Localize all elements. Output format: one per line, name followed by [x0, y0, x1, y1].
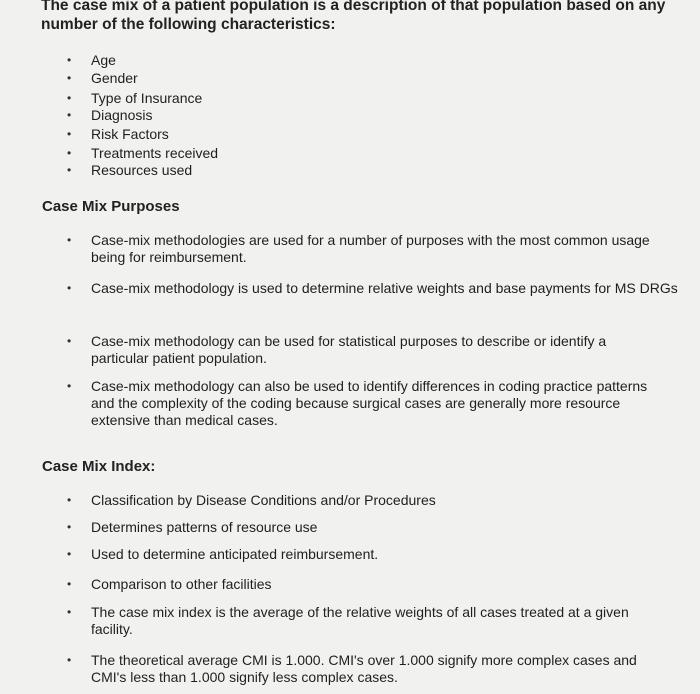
list-item: • Treatments received	[67, 145, 219, 161]
bullet-icon: •	[67, 379, 72, 393]
list-item: • The theoretical average CMI is 1.000. CMI's over 1.000 signify more complex cases and CMI's less than 1.000 signify less complex cases.	[67, 652, 637, 685]
bullet-icon: •	[67, 520, 72, 534]
bullet-icon: •	[67, 91, 72, 105]
list-item: • Age	[67, 52, 116, 68]
list-item: • The case mix index is the average of the relative weights of all cases treated at a given facility.	[67, 604, 629, 637]
bullet-icon: •	[67, 653, 72, 667]
list-item: • Comparison to other facilities	[67, 576, 272, 592]
list-item: • Gender	[67, 70, 138, 86]
list-item: • Resources used	[67, 162, 193, 178]
bullet-icon: •	[67, 163, 72, 177]
list-item: • Case-mix methodologies are used for a number of purposes with the most common usage being for reimbursement.	[67, 232, 650, 265]
bullet-icon: •	[67, 233, 72, 247]
index-heading: Case Mix Index:	[42, 458, 156, 475]
bullet-icon: •	[67, 108, 72, 122]
intro-paragraph: The case mix of a patient population is a description of that population based on any number of the following characteristics:	[41, 0, 666, 33]
bullet-icon: •	[67, 146, 72, 160]
bullet-icon: •	[67, 547, 72, 561]
list-item: • Risk Factors	[67, 126, 169, 142]
bullet-icon: •	[67, 281, 72, 295]
list-item: • Type of Insurance	[67, 90, 203, 106]
bullet-icon: •	[67, 605, 72, 619]
bullet-icon: •	[67, 577, 72, 591]
bullet-icon: •	[67, 334, 72, 348]
list-item: • Case-mix methodology can be used for statistical purposes to describe or identify a particular patient population.	[67, 333, 607, 366]
list-item: • Determines patterns of resource use	[67, 519, 318, 535]
list-item: • Classification by Disease Conditions and/or Procedures	[67, 492, 436, 508]
bullet-icon: •	[67, 493, 72, 507]
bullet-icon: •	[67, 127, 72, 141]
list-item: • Case-mix methodology can also be used to identify differences in coding practice patterns and the complexity of the coding because surgical cases are generally more resource extensive than medical cases.	[67, 378, 648, 428]
bullet-icon: •	[67, 71, 72, 85]
list-item: • Case-mix methodology is used to determine relative weights and base payments for MS DRGs	[67, 280, 678, 296]
list-item: • Used to determine anticipated reimbursement.	[67, 546, 379, 562]
purposes-heading: Case Mix Purposes	[42, 198, 180, 215]
bullet-icon: •	[67, 53, 72, 67]
list-item: • Diagnosis	[67, 107, 153, 123]
